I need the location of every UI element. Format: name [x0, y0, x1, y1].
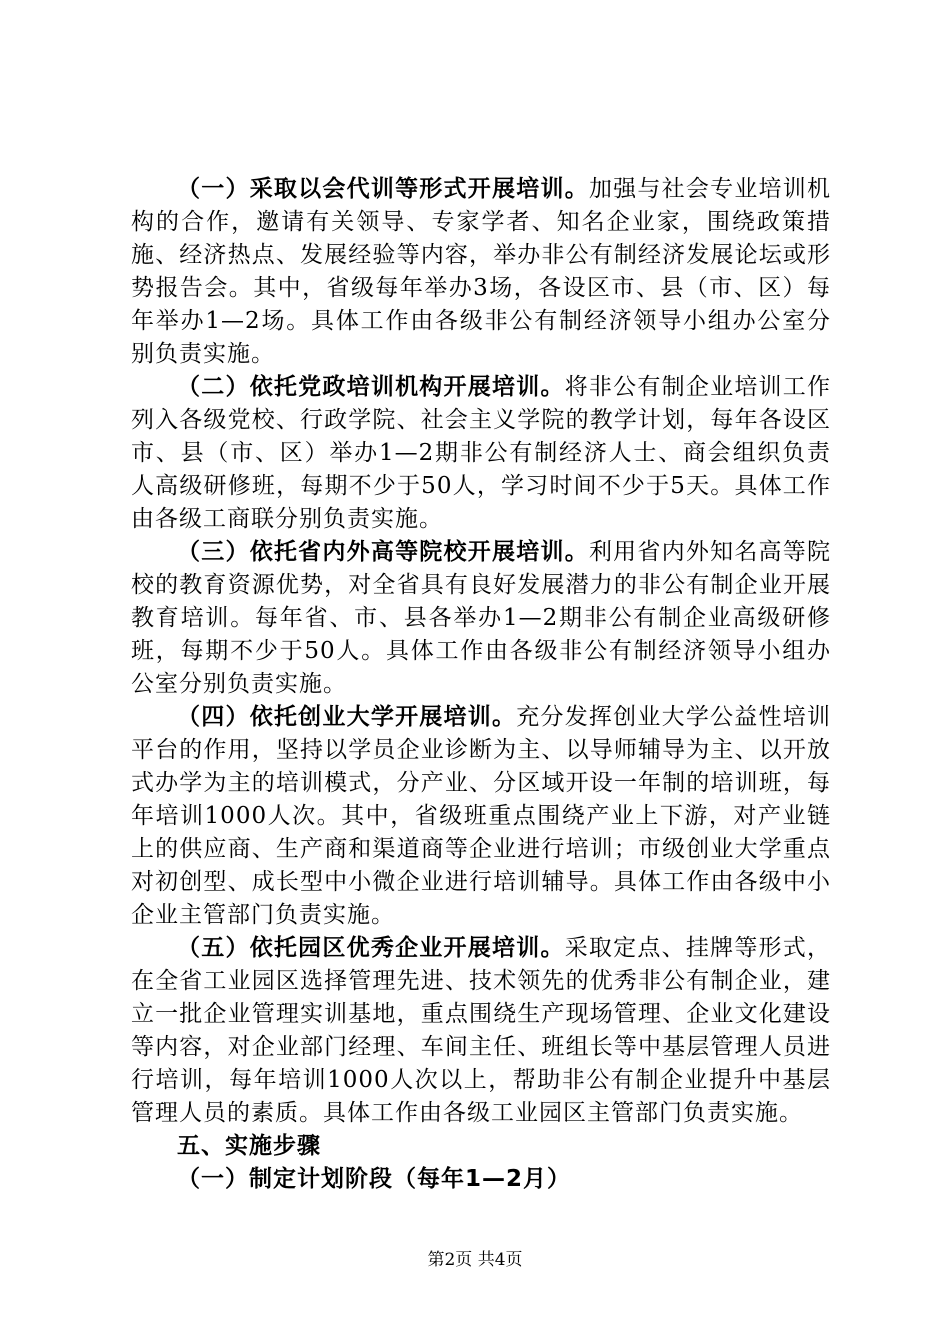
document-body	[131, 173, 831, 1196]
paragraph-2-body: 将非公有制企业培训工作列入各级党校、行政学院、社会主义学院的教学计划，每年各设区市、县（市、区）举办1—2期非公有制经济人士、商会组织负责人高级研修班，每期不少于50人，学习时间不少于5天。具体工作由各级工商联分别负责实施。	[131, 374, 832, 532]
paragraph-2	[131, 371, 831, 536]
paragraph-1	[131, 173, 831, 371]
paragraph-4-body: 充分发挥创业大学公益性培训平台的作用，坚持以学员企业诊断为主、以导师辅导为主、以开放式办学为主的培训模式，分产业、分区域开设一年制的培训班，每年培训1000人次。其中，省级班重点围绕产业上下游，对产业链上的供应商、生产商和渠道商等企业进行培训；市级创业大学重点对初创型、成长型中小微企业进行培训辅导。具体工作由各级中小企业主管部门负责实施。	[131, 704, 832, 928]
paragraph-1-lead: （一）采取以会代训等形式开展培训。	[177, 176, 589, 202]
paragraph-5	[131, 932, 831, 1130]
paragraph-5-body: 采取定点、挂牌等形式，在全省工业园区选择管理先进、技术领先的优秀非公有制企业，建立一批企业管理实训基地，重点围绕生产现场管理、企业文化建设等内容，对企业部门经理、车间主任、班组长等中基层管理人员进行培训，每年培训1000人次以上，帮助非公有制企业提升中基层管理人员的素质。具体工作由各级工业园区主管部门负责实施。	[131, 935, 832, 1126]
paragraph-5-lead: （五）依托园区优秀企业开展培训。	[177, 935, 565, 961]
section-heading: 五、实施步骤	[177, 1133, 321, 1159]
paragraph-3-body: 利用省内外知名高等院校的教育资源优势，对全省具有良好发展潜力的非公有制企业开展教育培训。每年省、市、县各举办1—2期非公有制企业高级研修班，每期不少于50人。具体工作由各级非公有制经济领导小组办公室分别负责实施。	[131, 539, 832, 697]
paragraph-1-body: 加强与社会专业培训机构的合作，邀请有关领导、专家学者、知名企业家，围绕政策措施、经济热点、发展经验等内容，举办非公有制经济发展论坛或形势报告会。其中，省级每年举办3场，各设区市、县（市、区）每年举办1—2场。具体工作由各级非公有制经济领导小组办公室分别负责实施。	[131, 176, 832, 367]
paragraph-4-lead: （四）依托创业大学开展培训。	[177, 704, 517, 730]
sub-heading: （一）制定计划阶段（每年1—2月）	[177, 1166, 572, 1192]
paragraph-4	[131, 701, 831, 932]
paragraph-3-lead: （三）依托省内外高等院校开展培训。	[177, 539, 589, 565]
page-footer: 第2页 共4页	[427, 1250, 523, 1270]
paragraph-3	[131, 536, 831, 701]
paragraph-2-lead: （二）依托党政培训机构开展培训。	[177, 374, 565, 400]
